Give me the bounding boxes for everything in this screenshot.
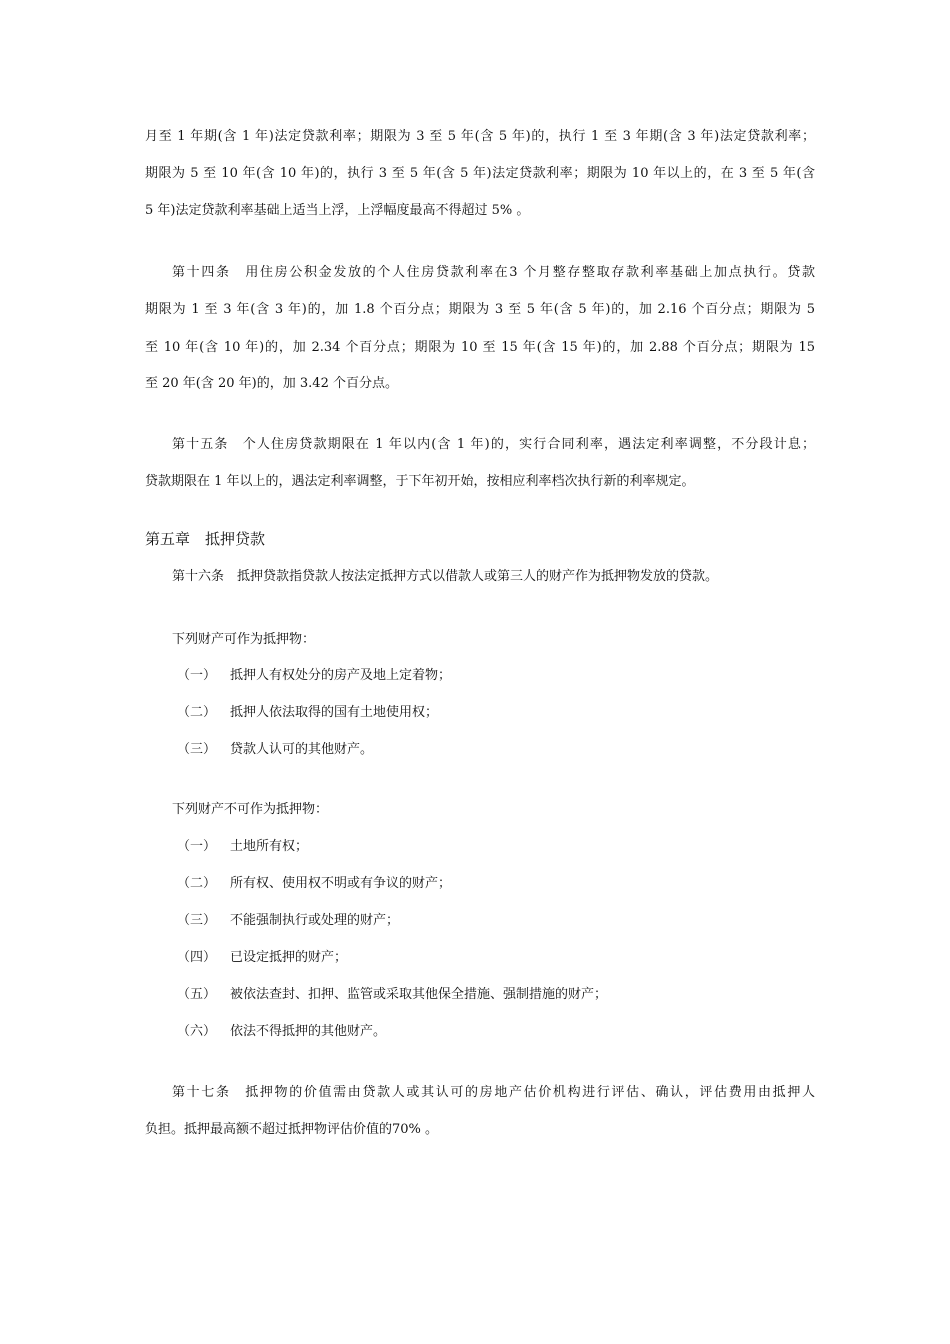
forbidden-collateral-intro: 下列财产不可作为抵押物： [172, 802, 329, 817]
allowed-item-2-number: （二） [177, 705, 217, 720]
article14-line-3: 至 10 年(含 10 年)的，加 2.34 个百分点；期限为 10 至 15 年(含 15 年)的，加 2.88 个百分点；期限为 15 [145, 340, 815, 355]
forbidden-item-2-text: 所有权、使用权不明或有争议的财产； [230, 876, 452, 891]
forbidden-item-4-number: （四） [177, 950, 217, 965]
forbidden-item-1-text: 土地所有权； [230, 839, 309, 854]
article13-line-1: 月至 1 年期(含 1 年)法定贷款利率；期限为 3 至 5 年(含 5 年)的，执行 1 至 3 年期(含 3 年)法定贷款利率； [145, 129, 815, 144]
article17-line-2: 负担。抵押最高额不超过抵押物评估价值的70% 。 [145, 1122, 439, 1137]
allowed-item-1-number: （一） [177, 668, 217, 683]
forbidden-item-1-number: （一） [177, 839, 217, 854]
article14-line-1: 第十四条 用住房公积金发放的个人住房贷款利率在3 个月整存整取存款利率基础上加点执行。贷款 [172, 265, 815, 280]
article16-text: 第十六条 抵押贷款指贷款人按法定抵押方式以借款人或第三人的财产作为抵押物发放的贷款。 [172, 569, 719, 584]
article17-line-1: 第十七条 抵押物的价值需由贷款人或其认可的房地产估价机构进行评估、确认，评估费用由抵押人 [172, 1085, 815, 1100]
article13-line-3: 5 年)法定贷款利率基础上适当上浮，上浮幅度最高不得超过 5% 。 [145, 203, 530, 218]
forbidden-item-3-number: （三） [177, 913, 217, 928]
forbidden-item-5-number: （五） [177, 987, 217, 1002]
forbidden-item-2-number: （二） [177, 876, 217, 891]
forbidden-item-6-number: （六） [177, 1024, 217, 1039]
article13-line-2: 期限为 5 至 10 年(含 10 年)的，执行 3 至 5 年(含 5 年)法定贷款利率；期限为 10 年以上的，在 3 至 5 年(含 [145, 166, 815, 181]
article15-line-2: 贷款期限在 1 年以上的，遇法定利率调整，于下年初开始，按相应利率档次执行新的利率规定。 [145, 474, 695, 489]
allowed-item-2-text: 抵押人依法取得的国有土地使用权； [230, 705, 439, 720]
article14-line-2: 期限为 1 至 3 年(含 3 年)的，加 1.8 个百分点；期限为 3 至 5 年(含 5 年)的，加 2.16 个百分点；期限为 5 [145, 302, 815, 317]
forbidden-item-3-text: 不能强制执行或处理的财产； [230, 913, 400, 928]
article15-line-1: 第十五条 个人住房贷款期限在 1 年以内(含 1 年)的，实行合同利率，遇法定利率调整，不分段计息； [172, 437, 815, 452]
forbidden-item-5-text: 被依法查封、扣押、监管或采取其他保全措施、强制措施的财产； [230, 987, 608, 1002]
forbidden-item-6-text: 依法不得抵押的其他财产。 [230, 1024, 387, 1039]
allowed-item-1-text: 抵押人有权处分的房产及地上定着物； [230, 668, 452, 683]
allowed-collateral-intro: 下列财产可作为抵押物： [172, 632, 316, 647]
chapter-heading: 第五章 抵押贷款 [145, 530, 266, 548]
allowed-item-3-number: （三） [177, 742, 217, 757]
forbidden-item-4-text: 已设定抵押的财产； [230, 950, 348, 965]
article14-line-4: 至 20 年(含 20 年)的，加 3.42 个百分点。 [145, 376, 398, 391]
allowed-item-3-text: 贷款人认可的其他财产。 [230, 742, 374, 757]
